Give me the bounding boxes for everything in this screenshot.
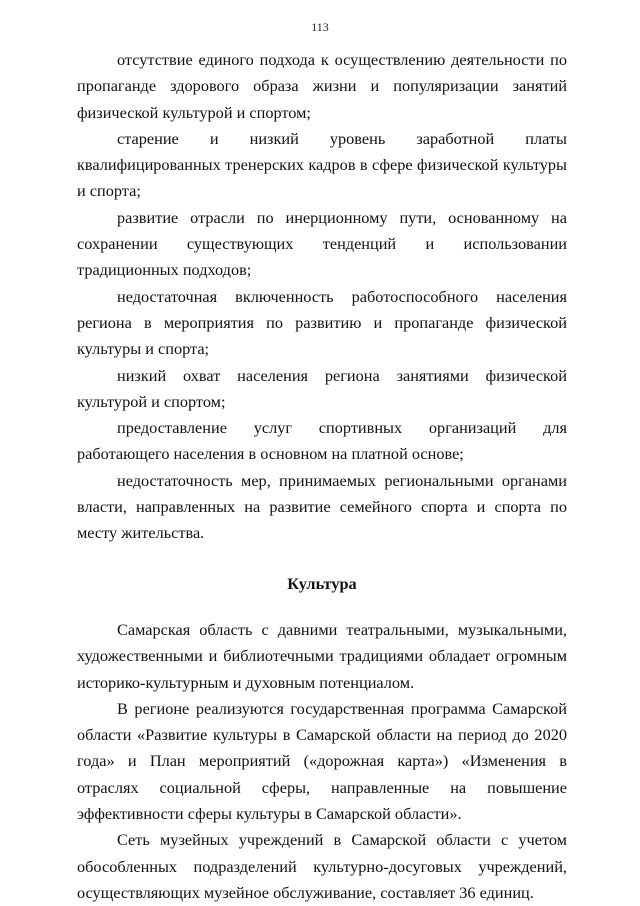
- section-paragraph: Сеть музейных учреждений в Самарской области с учетом обособленных подразделений культурно-досуговых учреждений, осуществляющих музейное обслуживание, составляет 36 единиц.: [77, 830, 567, 902]
- list-item-paragraph: недостаточность мер, принимаемых региональными органами власти, направленных на развитие семейного спорта и спорта по месту жительства.: [77, 470, 567, 543]
- page-number: 113: [311, 20, 329, 34]
- list-item-paragraph: отсутствие единого подхода к осуществлению деятельности по пропаганде здорового образа жизни и популяризации занятий физической культурой и спортом;: [77, 50, 567, 122]
- section-heading: Культура: [287, 573, 357, 593]
- body-text: [77, 47, 567, 906]
- section-paragraph: В регионе реализуются государственная программа Самарской области «Развитие культуры в Самарской области на период до 2020 года» и План мероприятий («дорожная карта») «Изменения в отраслях социальной сферы, направленные на повышение эффективности сферы культуры в Самарской области».: [77, 698, 567, 824]
- list-item-paragraph: предоставление услуг спортивных организаций для работающего населения в основном на платной основе;: [77, 418, 567, 464]
- list-item-paragraph: старение и низкий уровень заработной платы квалифицированных тренерских кадров в сфере физической культуры и спорта;: [77, 128, 567, 201]
- list-item-paragraph: развитие отрасли по инерционному пути, основанному на сохранении существующих тенденций и использовании традиционных подходов;: [77, 207, 567, 280]
- list-item-paragraph: низкий охват населения региона занятиями физической культурой и спортом;: [77, 365, 567, 411]
- list-item-paragraph: недостаточная включенность работоспособного населения региона в мероприятия по развитию и пропаганде физической культуры и спорта;: [77, 286, 567, 359]
- section-paragraph: Самарская область с давними театральными, музыкальными, художественными и библиотечными традициями обладает огромным историко-культурным и духовным потенциалом.: [77, 619, 567, 692]
